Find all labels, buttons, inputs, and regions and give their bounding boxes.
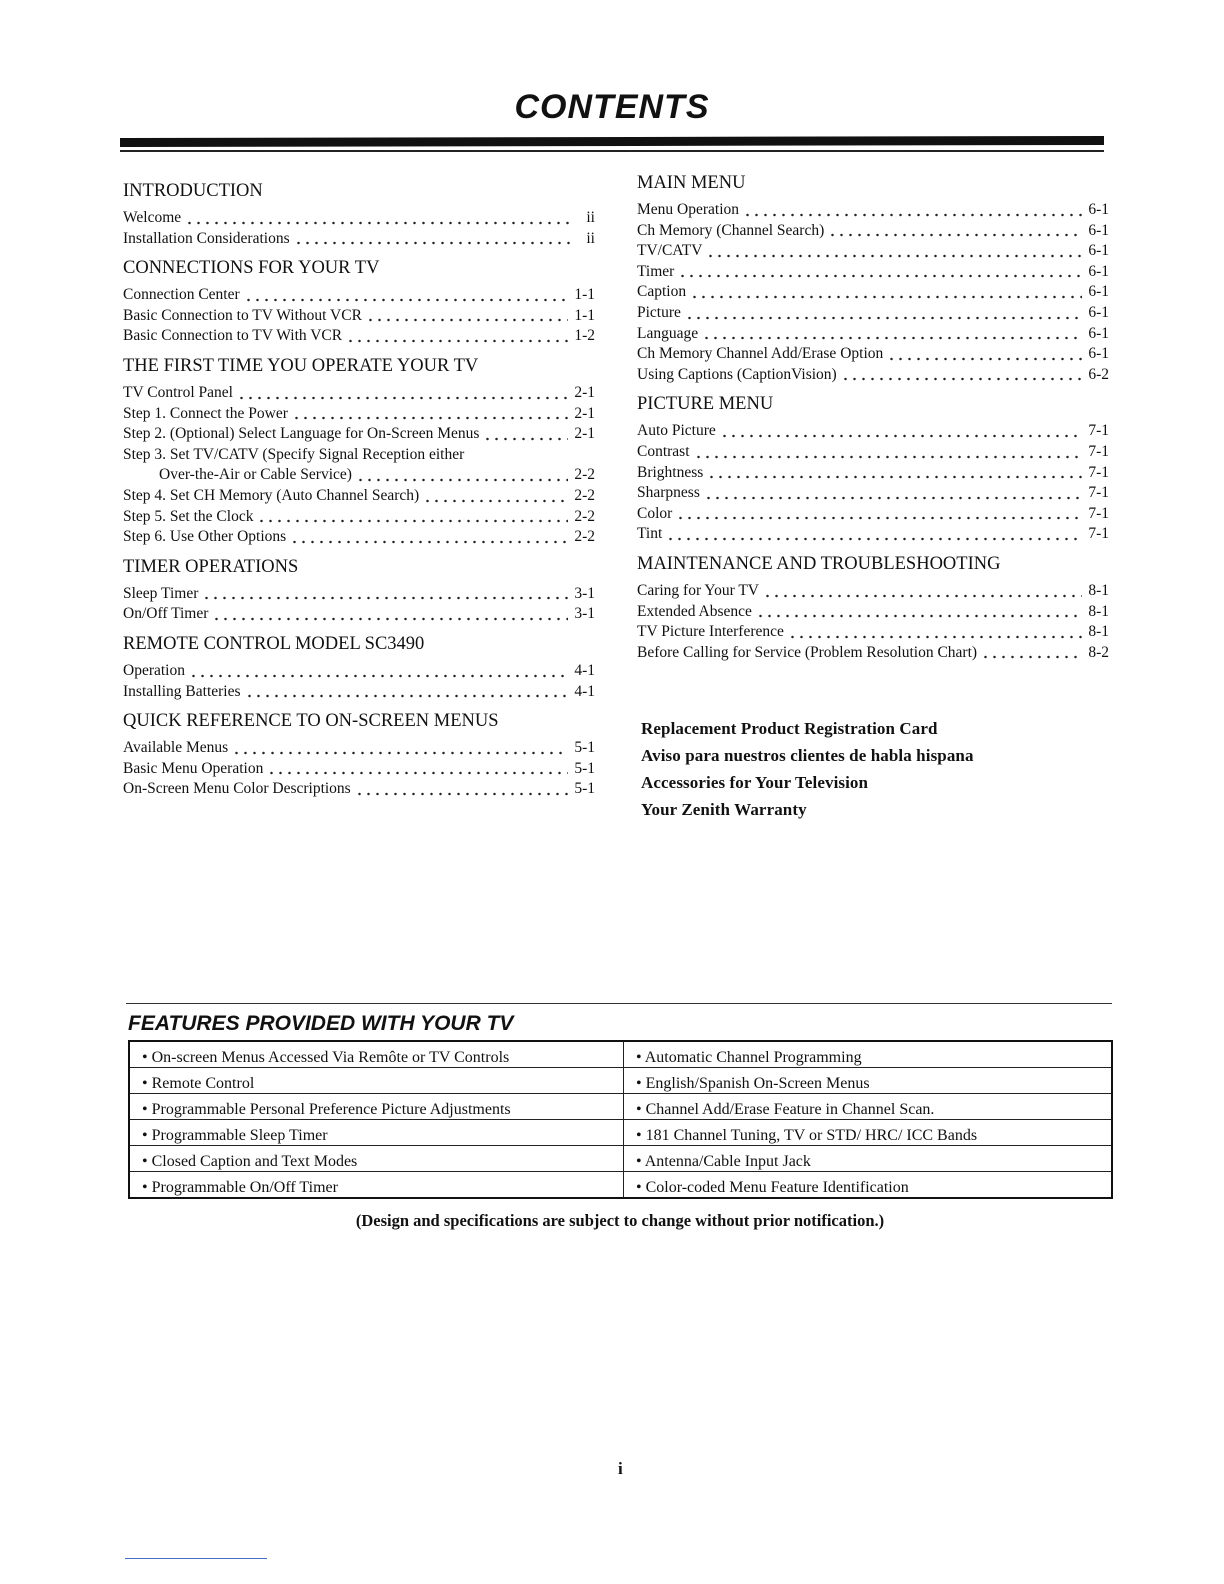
entry-text: Before Calling for Service (Problem Resolution Chart)	[637, 643, 978, 661]
page-number: i	[618, 1459, 623, 1478]
entry-page: 2-1	[574, 383, 595, 401]
entry-page: 4-1	[574, 682, 595, 700]
toc-entry[interactable]	[123, 486, 595, 507]
entry-text: Welcome	[123, 209, 182, 226]
dot-leader	[290, 530, 568, 544]
toc-entry[interactable]	[637, 504, 1109, 525]
section-heading: THE FIRST TIME YOU OPERATE YOUR TV	[123, 355, 479, 376]
dot-leader	[756, 604, 1082, 618]
dot-leader	[294, 231, 571, 245]
entry-page: 8-2	[1088, 643, 1109, 661]
feature-cell: • Color-coded Menu Feature Identification	[624, 1172, 1113, 1199]
entry-text: Step 4. Set CH Memory (Auto Channel Search)	[123, 486, 420, 504]
features-row	[129, 1094, 1112, 1120]
toc-section	[123, 710, 595, 800]
entry-page: ii	[586, 209, 595, 226]
entry-text: Connection Center	[123, 286, 240, 304]
entry-page: 7-1	[1088, 422, 1109, 440]
entry-text: Ch Memory (Channel Search)	[637, 221, 825, 239]
feature-cell: • Remote Control	[129, 1068, 624, 1094]
entry-page: 6-1	[1088, 303, 1109, 321]
section-heading: REMOTE CONTROL MODEL SC3490	[123, 633, 425, 654]
toc-entry[interactable]	[123, 208, 595, 229]
entry-page: 6-2	[1088, 365, 1109, 383]
entry-page: 3-1	[574, 605, 595, 623]
dot-leader	[685, 306, 1082, 320]
toc-entry[interactable]	[123, 404, 595, 425]
toc-entry[interactable]	[123, 759, 595, 780]
dot-leader	[346, 329, 568, 343]
entry-text: Extended Absence	[637, 602, 752, 620]
dot-leader	[232, 741, 568, 755]
toc-section	[123, 556, 595, 625]
entry-page: 6-1	[1088, 201, 1109, 218]
entry-text: Basic Menu Operation	[123, 759, 264, 777]
features-row	[129, 1041, 1112, 1068]
section-heading: MAINTENANCE AND TROUBLESHOOTING	[637, 553, 1001, 574]
entry-page: 1-1	[574, 306, 595, 324]
features-title: FEATURES PROVIDED WITH YOUR TV	[128, 1012, 514, 1035]
feature-cell: • English/Spanish On-Screen Menus	[624, 1068, 1113, 1094]
entry-text: On-Screen Menu Color Descriptions	[123, 780, 351, 798]
toc-entry[interactable]	[123, 527, 595, 548]
toc-entry[interactable]	[637, 282, 1109, 303]
title-rule-thin	[120, 150, 1104, 152]
toc-section	[123, 355, 595, 548]
feature-cell: • Channel Add/Erase Feature in Channel Scan.	[624, 1094, 1113, 1120]
extras-item: Accessories for Your Television	[641, 773, 869, 792]
toc-section	[123, 633, 595, 702]
entry-page: ii	[586, 229, 595, 247]
dot-leader	[212, 607, 568, 621]
features-row	[129, 1068, 1112, 1094]
dot-leader	[828, 223, 1082, 237]
entry-text: Tint	[637, 525, 663, 543]
extras-list	[641, 715, 974, 823]
entry-page: 4-1	[574, 661, 595, 679]
entry-page: 6-1	[1088, 242, 1109, 260]
entry-text: Timer	[637, 262, 675, 280]
entry-page: 1-2	[574, 327, 595, 345]
toc-section	[637, 172, 1109, 385]
section-heading: TIMER OPERATIONS	[123, 556, 299, 577]
entry-page: 2-2	[574, 507, 595, 525]
entry-page: 2-2	[574, 466, 595, 484]
toc-entry[interactable]	[637, 344, 1109, 365]
entry-text: Basic Connection to TV Without VCR	[123, 306, 362, 324]
entry-text: Operation	[123, 661, 185, 679]
dot-leader	[292, 406, 568, 420]
entry-text: Picture	[637, 303, 681, 321]
dot-leader	[189, 664, 568, 678]
dot-leader	[267, 761, 568, 775]
toc-left-column	[123, 180, 595, 808]
dot-leader	[720, 424, 1083, 438]
entry-text: Step 1. Connect the Power	[123, 404, 288, 422]
dot-leader	[707, 465, 1082, 479]
section-heading: CONNECTIONS FOR YOUR TV	[123, 258, 380, 279]
extras-item: Your Zenith Warranty	[641, 800, 807, 819]
entry-page: 6-1	[1088, 283, 1109, 301]
toc-entry[interactable]	[123, 604, 595, 625]
toc-entry[interactable]	[637, 524, 1109, 545]
dot-leader	[355, 782, 569, 796]
toc-entry[interactable]	[637, 602, 1109, 623]
features-divider	[126, 1003, 1112, 1004]
toc-entry[interactable]	[123, 779, 595, 800]
dot-leader	[743, 203, 1082, 217]
entry-text: Menu Operation	[637, 201, 740, 218]
features-table	[128, 1040, 1113, 1199]
toc-entry[interactable]	[123, 738, 595, 759]
entry-page: 7-1	[1088, 484, 1109, 502]
dot-leader	[666, 527, 1082, 541]
features-row	[129, 1120, 1112, 1146]
dot-leader	[788, 625, 1082, 639]
toc-entry[interactable]	[637, 262, 1109, 283]
entry-text: Sharpness	[637, 484, 700, 502]
entry-page: 6-1	[1088, 262, 1109, 280]
entry-page: 2-1	[574, 425, 595, 443]
toc-entry[interactable]	[123, 383, 595, 404]
dot-leader	[185, 211, 571, 225]
toc-entry[interactable]	[123, 682, 595, 703]
entry-text: Available Menus	[123, 739, 229, 757]
entry-text: Installing Batteries	[123, 682, 241, 700]
dot-leader	[706, 244, 1082, 258]
page-title: CONTENTS	[514, 88, 710, 126]
entry-text: Caption	[637, 283, 687, 301]
toc-entry[interactable]	[637, 241, 1109, 262]
toc-entry[interactable]	[123, 507, 595, 528]
entry-text: Ch Memory Channel Add/Erase Option	[637, 345, 884, 363]
entry-page: 6-1	[1088, 221, 1109, 239]
entry-page: 2-2	[574, 528, 595, 546]
entry-page: 5-1	[574, 739, 595, 757]
extras-item: Replacement Product Registration Card	[641, 719, 938, 738]
toc-right-column	[637, 172, 1109, 671]
dot-leader	[366, 308, 568, 322]
entry-text: Step 6. Use Other Options	[123, 528, 287, 546]
toc-entry[interactable]	[123, 285, 595, 306]
section-heading: MAIN MENU	[637, 173, 746, 193]
dot-leader	[702, 326, 1082, 340]
features-row	[129, 1146, 1112, 1172]
entry-text: Basic Connection to TV With VCR	[123, 327, 343, 345]
dot-leader	[483, 427, 568, 441]
toc-section	[637, 553, 1109, 663]
feature-cell: • Programmable Personal Preference Picture Adjustments	[129, 1094, 624, 1120]
toc-entry-line: Step 3. Set TV/CATV (Specify Signal Reception either	[123, 445, 465, 463]
dot-leader	[202, 586, 568, 600]
dot-leader	[678, 264, 1082, 278]
toc-section	[637, 393, 1109, 545]
dot-leader	[690, 285, 1082, 299]
features-row	[129, 1172, 1112, 1199]
feature-cell: • On-screen Menus Accessed Via Remôte or TV Controls	[129, 1041, 624, 1068]
entry-page: 8-1	[1088, 602, 1109, 620]
entry-text: TV/CATV	[637, 242, 703, 260]
entry-text: Language	[637, 324, 699, 342]
toc-entry[interactable]	[637, 442, 1109, 463]
toc-entry[interactable]	[637, 463, 1109, 484]
dot-leader	[841, 367, 1083, 381]
dot-leader	[356, 468, 568, 482]
entry-text: TV Control Panel	[123, 383, 233, 401]
entry-page: 7-1	[1088, 463, 1109, 481]
entry-text: On/Off Timer	[123, 605, 209, 623]
toc-entry[interactable]	[637, 200, 1109, 221]
entry-page: 7-1	[1088, 525, 1109, 543]
section-heading: QUICK REFERENCE TO ON-SCREEN MENUS	[123, 711, 499, 732]
dot-leader	[704, 486, 1082, 500]
toc-entry[interactable]	[123, 424, 595, 445]
entry-text: Caring for Your TV	[637, 581, 759, 599]
toc-entry[interactable]	[637, 221, 1109, 242]
entry-text: Installation Considerations	[123, 229, 290, 247]
dot-leader	[257, 509, 568, 523]
dot-leader	[423, 489, 568, 503]
toc-entry[interactable]	[637, 365, 1109, 386]
dot-leader	[887, 347, 1082, 361]
entry-text: Auto Picture	[637, 422, 716, 440]
entry-page: 5-1	[574, 759, 595, 777]
extras-item: Aviso para nuestros clientes de habla hispana	[641, 746, 974, 765]
toc-entry[interactable]	[123, 584, 595, 605]
feature-cell: • Automatic Channel Programming	[624, 1041, 1113, 1068]
title-rule-thick	[120, 136, 1104, 147]
feature-cell: • Programmable Sleep Timer	[129, 1120, 624, 1146]
feature-cell: • Programmable On/Off Timer	[129, 1172, 624, 1199]
entry-text: Brightness	[637, 463, 704, 481]
toc-entry[interactable]	[637, 622, 1109, 643]
toc-entry[interactable]	[637, 421, 1109, 442]
toc-entry[interactable]	[637, 303, 1109, 324]
toc-entry[interactable]	[637, 324, 1109, 345]
entry-page: 5-1	[574, 780, 595, 798]
dot-leader	[676, 506, 1082, 520]
entry-text: Contrast	[637, 442, 690, 460]
disclaimer-note: (Design and specifications are subject to change without prior notification.)	[355, 1211, 885, 1230]
entry-page: 6-1	[1088, 324, 1109, 342]
section-heading: PICTURE MENU	[637, 394, 774, 415]
entry-text: Step 5. Set the Clock	[123, 507, 254, 525]
toc-entry[interactable]	[123, 465, 595, 486]
entry-page: 2-1	[574, 404, 595, 422]
toc-entry[interactable]	[123, 326, 595, 347]
section-heading: INTRODUCTION	[123, 181, 263, 201]
toc-entry[interactable]	[123, 661, 595, 682]
entry-page: 3-1	[574, 584, 595, 602]
dot-leader	[244, 288, 569, 302]
toc-entry[interactable]	[637, 581, 1109, 602]
toc-entry[interactable]	[123, 229, 595, 250]
footer-rule	[125, 1558, 267, 1559]
entry-text: Using Captions (CaptionVision)	[637, 365, 837, 383]
toc-entry[interactable]	[637, 643, 1109, 664]
entry-page: 6-1	[1088, 345, 1109, 363]
entry-text: TV Picture Interference	[637, 623, 784, 641]
entry-page: 7-1	[1088, 442, 1109, 460]
entry-page: 7-1	[1088, 504, 1109, 522]
feature-cell: • Antenna/Cable Input Jack	[624, 1146, 1113, 1172]
entry-page: 2-2	[574, 486, 595, 504]
dot-leader	[245, 684, 569, 698]
toc-entry[interactable]	[123, 306, 595, 327]
dot-leader	[981, 645, 1082, 659]
entry-text: Color	[637, 504, 673, 522]
toc-entry[interactable]	[637, 483, 1109, 504]
toc-section	[123, 257, 595, 347]
dot-leader	[763, 584, 1082, 598]
dot-leader	[237, 386, 568, 400]
entry-page: 8-1	[1088, 623, 1109, 641]
entry-text: Sleep Timer	[123, 584, 199, 602]
feature-cell: • Closed Caption and Text Modes	[129, 1146, 624, 1172]
feature-cell: • 181 Channel Tuning, TV or STD/ HRC/ ICC Bands	[624, 1120, 1113, 1146]
toc-section	[123, 180, 595, 249]
entry-text: Step 2. (Optional) Select Language for On-Screen Menus	[123, 425, 480, 443]
dot-leader	[694, 445, 1083, 459]
entry-page: 1-1	[574, 286, 595, 304]
entry-text: Over-the-Air or Cable Service)	[159, 466, 352, 484]
entry-page: 8-1	[1088, 581, 1109, 599]
